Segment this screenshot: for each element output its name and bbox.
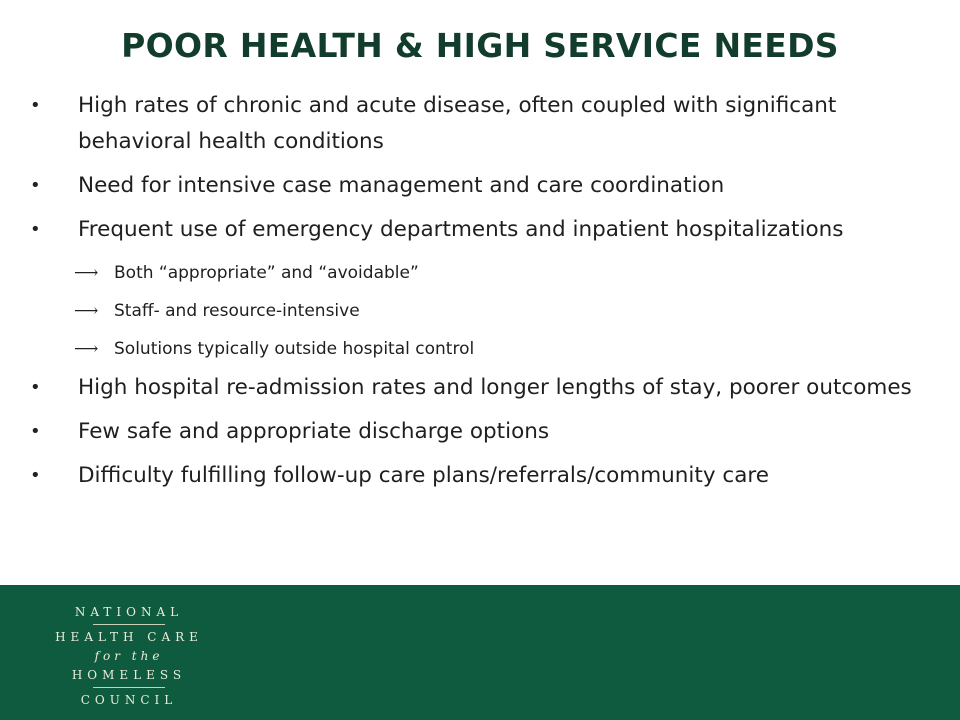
bullet-text: Need for intensive case management and care coordination — [78, 173, 725, 198]
bullet-dot-icon: • — [30, 95, 41, 116]
bullet-item — [28, 414, 948, 450]
sub-bullet-text: Solutions typically outside hospital control — [114, 339, 475, 359]
logo-divider — [93, 687, 165, 688]
bullet-dot-icon: • — [30, 175, 41, 196]
bullet-text: High hospital re-admission rates and longer lengths of stay, poorer outcomes — [78, 375, 912, 400]
sub-bullet-text: Staff- and resource-intensive — [114, 301, 360, 321]
bullet-list — [28, 88, 948, 502]
slide-title: POOR HEALTH & HIGH SERVICE NEEDS — [121, 26, 839, 65]
bullet-text: Difficulty fulfilling follow-up care plans/referrals/community care — [78, 463, 769, 488]
sub-bullet-text: Both “appropriate” and “avoidable” — [114, 263, 419, 283]
bullet-item — [28, 212, 948, 248]
logo-line: NATIONAL — [74, 605, 184, 619]
bullet-text: High rates of chronic and acute disease, often coupled with significant behavioral health conditions — [78, 93, 837, 154]
sub-bullet-item — [28, 298, 948, 324]
bullet-item — [28, 168, 948, 204]
sub-bullet-item — [28, 336, 948, 362]
bullet-item — [28, 88, 948, 160]
logo-line: HOMELESS — [71, 668, 187, 682]
bullet-text: Frequent use of emergency departments and inpatient hospitalizations — [78, 217, 844, 242]
bullet-item — [28, 458, 948, 494]
bullet-dot-icon: • — [30, 421, 41, 442]
sub-bullet-item — [28, 260, 948, 286]
arrow-right-icon: ⟶ — [74, 339, 99, 359]
bullet-item — [28, 370, 948, 406]
bullet-dot-icon: • — [30, 377, 41, 398]
arrow-right-icon: ⟶ — [74, 263, 99, 283]
bullet-text: Few safe and appropriate discharge options — [78, 419, 550, 444]
bullet-dot-icon: • — [30, 219, 41, 240]
bullet-dot-icon: • — [30, 465, 41, 486]
logo-line: COUNCIL — [80, 693, 178, 707]
logo-line: HEALTH CARE — [55, 630, 203, 644]
footer-band — [0, 585, 960, 720]
logo-divider — [93, 624, 165, 625]
logo-line: for the — [94, 649, 164, 663]
organization-logo — [40, 603, 218, 710]
arrow-right-icon: ⟶ — [74, 301, 99, 321]
